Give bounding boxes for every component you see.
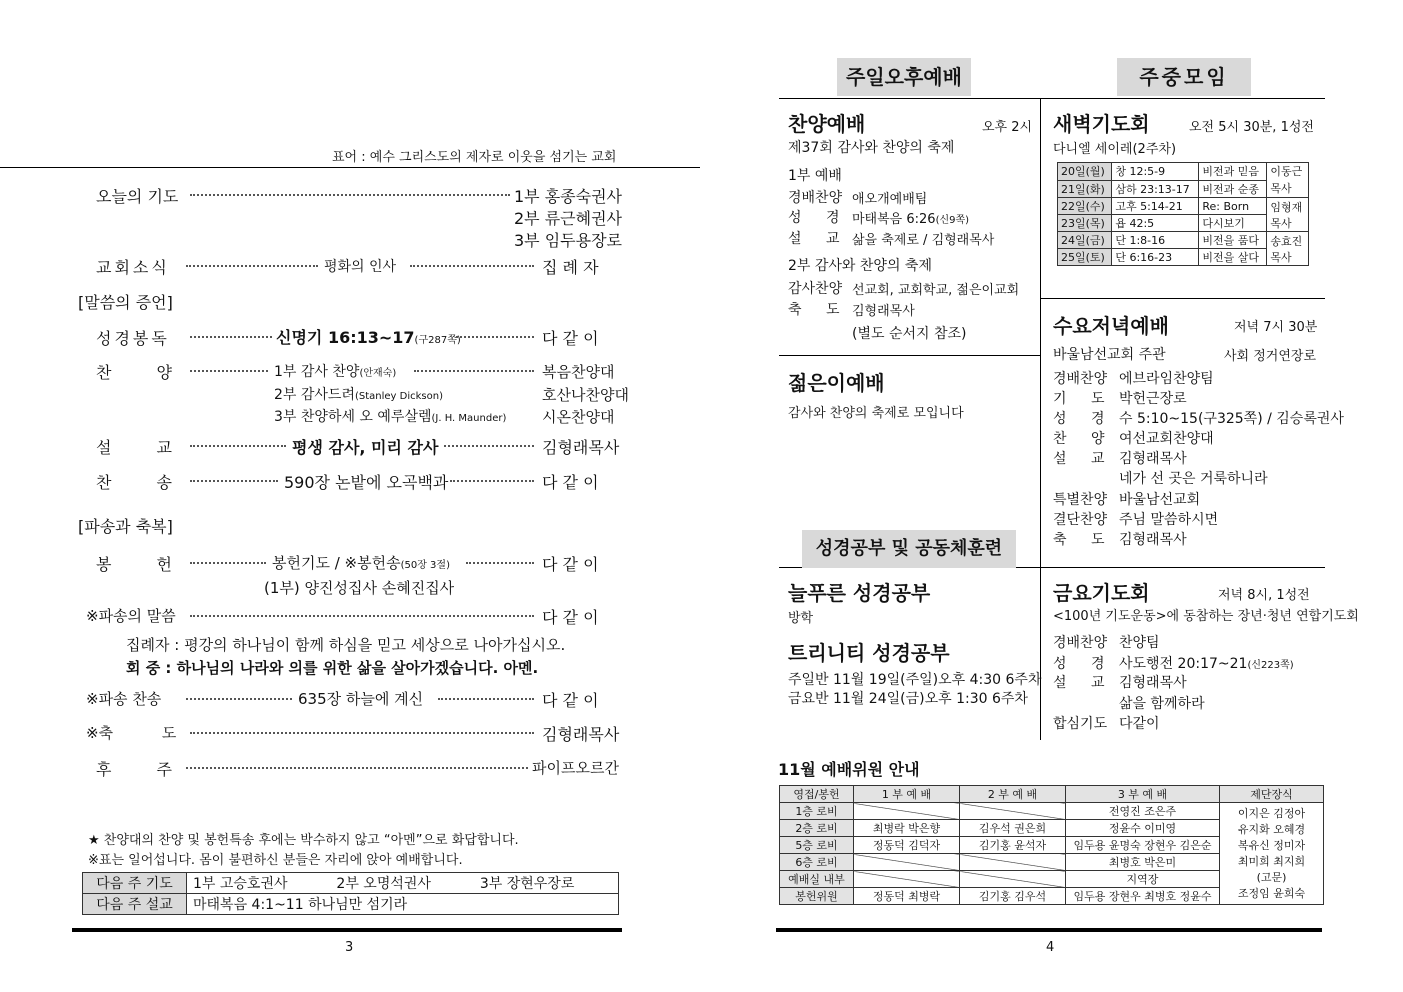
fri-value: 찬양팀 <box>1119 635 1160 651</box>
leader-title: 목사 <box>1270 216 1292 230</box>
youth-service-title: 젊은이예배 <box>788 371 885 395</box>
dawn-prayer-time: 오전 5시 30분, 1성전 <box>1189 120 1314 135</box>
praise-service-title: 찬양예배 <box>788 112 866 136</box>
praise-part-3: 3부 찬양하세 오 예루살렘 <box>274 409 432 425</box>
p1-label-2: 성 경 <box>788 210 840 226</box>
col-header: 1 부 예 배 <box>854 786 960 803</box>
people-line-text: 하나님의 나라와 의를 위한 삶을 살아가겠습니다. 아멘. <box>176 659 539 677</box>
youth-service-desc: 감사와 찬양의 축제로 모입니다 <box>788 406 964 421</box>
col-header: 2 부 예 배 <box>960 786 1066 803</box>
leader-dots <box>444 445 534 447</box>
praise-service-subtitle: 제37회 감사와 찬양의 축제 <box>788 140 955 156</box>
leader-name: 이동근 <box>1270 165 1303 178</box>
leader-cell <box>1267 232 1309 266</box>
news-content: 평화의 인사 <box>324 259 397 275</box>
friday-title: 금요기도회 <box>1053 581 1150 605</box>
topic-cell: 비전과 순종 <box>1199 180 1267 198</box>
postlude-by: 파이프오르간 <box>532 759 619 777</box>
leader-dots <box>438 698 534 700</box>
topic-cell: 비전을 살다 <box>1199 249 1267 266</box>
wed-label: 축 도 <box>1053 532 1105 548</box>
text-cell: 단 6:16-23 <box>1112 249 1199 266</box>
day-cell: 25일(토) <box>1058 249 1112 266</box>
leader-dots <box>190 445 286 447</box>
fri-label: 설 교 <box>1053 675 1105 691</box>
wed-value: 여선교회찬양대 <box>1119 431 1214 447</box>
leader-cell <box>1267 198 1309 232</box>
leader-dots <box>190 732 534 734</box>
place-cell: 2층 로비 <box>780 820 854 837</box>
altar-name: 유지화 오혜경 <box>1237 822 1306 836</box>
leader-name: 송효진 <box>1270 234 1303 248</box>
next-prayer-2: 2부 오명석권사 <box>336 876 431 892</box>
header-afternoon: 주일오후예배 <box>837 58 971 96</box>
leader-dots <box>186 698 292 700</box>
dawn-prayer-title: 새벽기도회 <box>1053 112 1150 136</box>
wed-value: 김형래목사 <box>1119 532 1187 548</box>
wed-value: 주님 말씀하시면 <box>1119 512 1219 528</box>
leader-dots <box>466 562 534 564</box>
praise-label: 찬 양 <box>96 363 172 382</box>
s1-cell: 정동덕 최병락 <box>854 888 960 905</box>
wed-value: 수 5:10~15(구325쪽) / 김승록권사 <box>1119 411 1344 427</box>
p1-value-2: 마태복음 6:26 <box>852 212 936 227</box>
place-cell: 6층 로비 <box>780 854 854 871</box>
text-cell: 단 1:8-16 <box>1112 232 1199 249</box>
s1-cell: 최병락 박은향 <box>854 820 960 837</box>
altar-name: (고문) <box>1256 870 1287 884</box>
duty-title: 11월 예배위원 안내 <box>778 760 920 779</box>
next-week-table <box>82 872 619 915</box>
reading-label: 성경봉독 <box>96 329 170 348</box>
day-cell: 23일(목) <box>1058 215 1112 232</box>
table-row <box>1058 198 1309 215</box>
leader-dots <box>450 480 534 482</box>
text-cell: 삼하 23:13-17 <box>1112 180 1199 198</box>
col-header: 제단장식 <box>1220 786 1324 803</box>
hymn-content: 590장 논밭에 오곡백과 <box>284 473 449 492</box>
hymn-by: 다 같 이 <box>542 473 599 492</box>
topic-cell: Re: Born <box>1199 198 1267 215</box>
reading-content: 신명기 16:13~17 <box>276 328 415 347</box>
postlude-label: 후 주 <box>96 760 172 779</box>
leader-cell <box>1267 163 1309 198</box>
altar-name: 복유신 정미자 <box>1237 838 1306 852</box>
dawn-prayer-table <box>1057 162 1309 266</box>
altar-name: 최미희 최지희 <box>1237 854 1306 868</box>
sermon-title: 평생 감사, 미리 감사 <box>292 438 439 457</box>
leader-dots <box>190 615 534 617</box>
benediction-label: ※축 도 <box>86 724 177 742</box>
reading-by: 다 같 이 <box>542 329 599 348</box>
table-row <box>1058 232 1309 249</box>
bible-study-desc-1: 방학 <box>788 611 814 626</box>
topic-cell: 비전을 품다 <box>1199 232 1267 249</box>
dawn-prayer-subtitle: 다니엘 세이레(2주차) <box>1053 142 1177 157</box>
news-by: 집 례 자 <box>542 258 599 277</box>
altar-name: 이지은 김정아 <box>1237 806 1306 820</box>
people-line-who: 회 중 : <box>126 659 172 677</box>
header-weekday: 주중모임 <box>1117 58 1251 96</box>
wednesday-place: 사회 정거연장로 <box>1224 349 1317 364</box>
next-prayer-3: 3부 장현우장로 <box>479 876 575 892</box>
altar-cell <box>1220 803 1324 905</box>
page-number-right: 4 <box>1046 940 1055 955</box>
motto: 표어 : 예수 그리스도의 제자로 이웃을 섬기는 교회 <box>332 150 617 165</box>
p2-value-1: 선교회, 교회학교, 젊은이교회 <box>852 283 1020 298</box>
section-word: [말씀의 증언] <box>78 293 173 312</box>
wed-label: 찬 양 <box>1053 431 1105 447</box>
s3-cell: 임두용 윤명숙 장현우 김은순 <box>1066 837 1220 854</box>
praise-note-3: (J. H. Maunder) <box>431 413 507 424</box>
altar-name: 조정임 윤희숙 <box>1237 886 1306 900</box>
leader-dots <box>186 767 528 769</box>
next-prayer-value <box>187 873 619 894</box>
p1-note-2: (신9쪽) <box>935 215 970 226</box>
leader-dots <box>190 480 278 482</box>
wed-value: 에브라임찬양팀 <box>1119 371 1214 387</box>
notice-standing: ※표는 일어섭니다. 몸이 불편하신 분들은 자리에 앉아 예배합니다. <box>88 853 463 868</box>
top-rule <box>779 98 1325 99</box>
sending-hymn-label: ※파송 찬송 <box>86 690 162 708</box>
table-header-row <box>780 786 1324 803</box>
table-row <box>780 803 1324 820</box>
s3-cell: 지역장 <box>1066 871 1220 888</box>
p1-value-3: 삶을 축제로 / 김형래목사 <box>852 233 995 248</box>
news-label: 교회소식 <box>96 258 170 277</box>
sending-word-by: 다 같 이 <box>542 608 599 627</box>
header-rule <box>0 167 700 168</box>
empty-cell <box>854 854 960 871</box>
leader-dots <box>410 265 534 267</box>
p1-label-3: 설 교 <box>788 231 840 247</box>
empty-cell <box>960 854 1066 871</box>
leader-title: 목사 <box>1270 182 1292 195</box>
leader-line-who: 집례자 : <box>126 636 180 654</box>
praise-part2: 2부 감사와 찬양의 축제 <box>788 258 932 274</box>
text-cell: 욥 42:5 <box>1112 215 1199 232</box>
fri-note: (신223쪽) <box>1247 660 1294 671</box>
s2-cell: 김기홍 윤석자 <box>960 837 1066 854</box>
hymn-label: 찬 송 <box>96 473 172 492</box>
benediction-by: 김형래목사 <box>542 725 620 744</box>
fri-label: 성 경 <box>1053 656 1105 672</box>
friday-subtitle: <100년 기도운동>에 동참하는 장년·청년 연합기도회 <box>1053 609 1359 624</box>
rule-right-1 <box>1040 298 1325 299</box>
fri-value: 사도행전 20:17~21 <box>1119 656 1248 672</box>
leader-dots <box>186 265 318 267</box>
friday-time: 저녁 8시, 1성전 <box>1218 588 1310 603</box>
fri-value: 삶을 함께하라 <box>1119 696 1205 712</box>
prayer-leader-2: 2부 류근혜권사 <box>514 209 623 228</box>
praise-note-2: (Stanley Dickson) <box>354 391 443 402</box>
topic-cell: 다시보기 <box>1199 215 1267 232</box>
offering-sub: (1부) 양진성집사 손혜진집사 <box>264 579 455 597</box>
praise-note-1: (안재숙) <box>359 368 397 379</box>
praise-choir-3: 시온찬양대 <box>542 408 615 426</box>
notice-applause: ★ 찬양대의 찬양 및 봉헌특송 후에는 박수하지 않고 “아멘”으로 화답합니다. <box>88 833 519 848</box>
wed-value: 김형래목사 <box>1119 451 1187 467</box>
sending-word-label: ※파송의 말씀 <box>86 607 176 625</box>
wednesday-title: 수요저녁예배 <box>1053 314 1169 338</box>
leader-dots <box>190 194 510 196</box>
praise-part-2: 2부 감사드려 <box>274 387 355 403</box>
wed-value: 네가 선 곳은 거룩하니라 <box>1119 471 1268 487</box>
leader-title: 목사 <box>1270 250 1292 264</box>
section-send: [파송과 축복] <box>78 517 173 536</box>
prayer-leader-1: 1부 홍종숙권사 <box>514 187 623 206</box>
place-cell: 1층 로비 <box>780 803 854 820</box>
col-header: 3 부 예 배 <box>1066 786 1220 803</box>
leader-dots <box>456 336 534 338</box>
p1-value-1: 애오개예배팀 <box>852 192 928 207</box>
s1-cell: 정동덕 김덕자 <box>854 837 960 854</box>
p2-value-2: 김형래목사 <box>852 304 915 319</box>
bible-study-header: 성경공부 및 공동체훈련 <box>802 530 1016 568</box>
offering-content: 봉헌기도 / ※봉헌송 <box>272 554 401 572</box>
day-cell: 24일(금) <box>1058 232 1112 249</box>
sermon-by: 김형래목사 <box>542 438 620 457</box>
empty-cell <box>960 871 1066 888</box>
wed-label: 결단찬양 <box>1053 512 1108 528</box>
next-sermon-label: 다음 주 설교 <box>83 894 187 915</box>
s3-cell: 최병호 박은미 <box>1066 854 1220 871</box>
s2-cell: 김우석 권은희 <box>960 820 1066 837</box>
rule-left-1 <box>779 355 1040 356</box>
p2-label-1: 감사찬양 <box>788 281 843 297</box>
footer-rule-right <box>776 928 1322 932</box>
wed-label: 성 경 <box>1053 411 1105 427</box>
wed-label: 특별찬양 <box>1053 492 1108 508</box>
s3-cell: 임두용 장현우 최병호 정윤수 <box>1066 888 1220 905</box>
reading-page: (구287쪽) <box>414 335 461 346</box>
next-prayer-1: 1부 고승호권사 <box>193 876 288 892</box>
duty-table <box>779 785 1324 905</box>
leader-line-text: 평강의 하나님이 함께 하심을 믿고 세상으로 나아가십시오. <box>184 636 566 654</box>
wed-value: 박헌근장로 <box>1119 391 1187 407</box>
prayer-label: 오늘의 기도 <box>96 187 179 206</box>
place-cell: 봉헌위원 <box>780 888 854 905</box>
day-cell: 20일(월) <box>1058 163 1112 181</box>
wed-value: 바울남선교회 <box>1119 492 1201 508</box>
praise-choir-1: 복음찬양대 <box>542 363 615 381</box>
bible-study-title-2: 트리니티 성경공부 <box>788 641 950 665</box>
day-cell: 22일(수) <box>1058 198 1112 215</box>
empty-cell <box>854 871 960 888</box>
next-prayer-label: 다음 주 기도 <box>83 873 187 894</box>
s3-cell: 전영진 조은주 <box>1066 803 1220 820</box>
wed-label: 설 교 <box>1053 451 1105 467</box>
offering-by: 다 같 이 <box>542 555 599 574</box>
next-sermon-value: 마태복음 4:1~11 하나님만 섬기라 <box>187 894 619 915</box>
leader-dots <box>190 336 272 338</box>
empty-cell <box>854 803 960 820</box>
center-divider <box>1040 98 1041 740</box>
fri-value: 김형래목사 <box>1119 675 1187 691</box>
praise-part-1: 1부 감사 찬양 <box>274 364 360 380</box>
text-cell: 창 12:5-9 <box>1112 163 1199 181</box>
wednesday-time: 저녁 7시 30분 <box>1234 320 1318 335</box>
empty-cell <box>960 803 1066 820</box>
sending-hymn-by: 다 같 이 <box>542 691 599 710</box>
footer-rule-left <box>72 928 622 932</box>
s3-cell: 정윤수 이미영 <box>1066 820 1220 837</box>
col-header: 영접/봉헌 <box>780 786 854 803</box>
bible-study-row-2: 금요반 11월 24일(금)오후 1:30 6주차 <box>788 691 1028 707</box>
wed-label: 경배찬양 <box>1053 371 1108 387</box>
wed-label: 기 도 <box>1053 391 1105 407</box>
wednesday-host: 바울남선교회 주관 <box>1053 347 1166 363</box>
sending-hymn-content: 635장 하늘에 계신 <box>298 690 424 708</box>
bible-study-row-1: 주일반 11월 19일(주일)오후 4:30 6주차 <box>788 672 1042 688</box>
praise-choir-2: 호산나찬양대 <box>542 386 629 404</box>
leader-dots <box>414 370 534 372</box>
s2-cell: 김기홍 김우석 <box>960 888 1066 905</box>
table-row <box>1058 163 1309 181</box>
day-cell: 21일(화) <box>1058 180 1112 198</box>
leader-dots <box>190 562 266 564</box>
topic-cell: 비전과 믿음 <box>1199 163 1267 181</box>
offering-label: 봉 헌 <box>96 555 172 574</box>
praise-separate: (별도 순서지 참조) <box>852 326 967 342</box>
p2-label-2: 축 도 <box>788 302 840 318</box>
fri-value: 다같이 <box>1119 716 1160 732</box>
place-cell: 5층 로비 <box>780 837 854 854</box>
leader-dots <box>190 370 268 372</box>
fri-label: 경배찬양 <box>1053 635 1108 651</box>
place-cell: 예배실 내부 <box>780 871 854 888</box>
leader-name: 임형재 <box>1270 200 1303 214</box>
page-number-left: 3 <box>345 940 354 955</box>
sermon-label: 설 교 <box>96 438 172 457</box>
prayer-leader-3: 3부 임두용장로 <box>514 231 623 250</box>
fri-label: 합심기도 <box>1053 716 1108 732</box>
text-cell: 고후 5:14-21 <box>1112 198 1199 215</box>
praise-part1: 1부 예배 <box>788 168 842 184</box>
p1-label-1: 경배찬양 <box>788 190 843 206</box>
offering-note: (50장 3절) <box>400 560 450 571</box>
praise-service-time: 오후 2시 <box>982 120 1033 135</box>
bible-study-title-1: 늘푸른 성경공부 <box>788 581 931 605</box>
